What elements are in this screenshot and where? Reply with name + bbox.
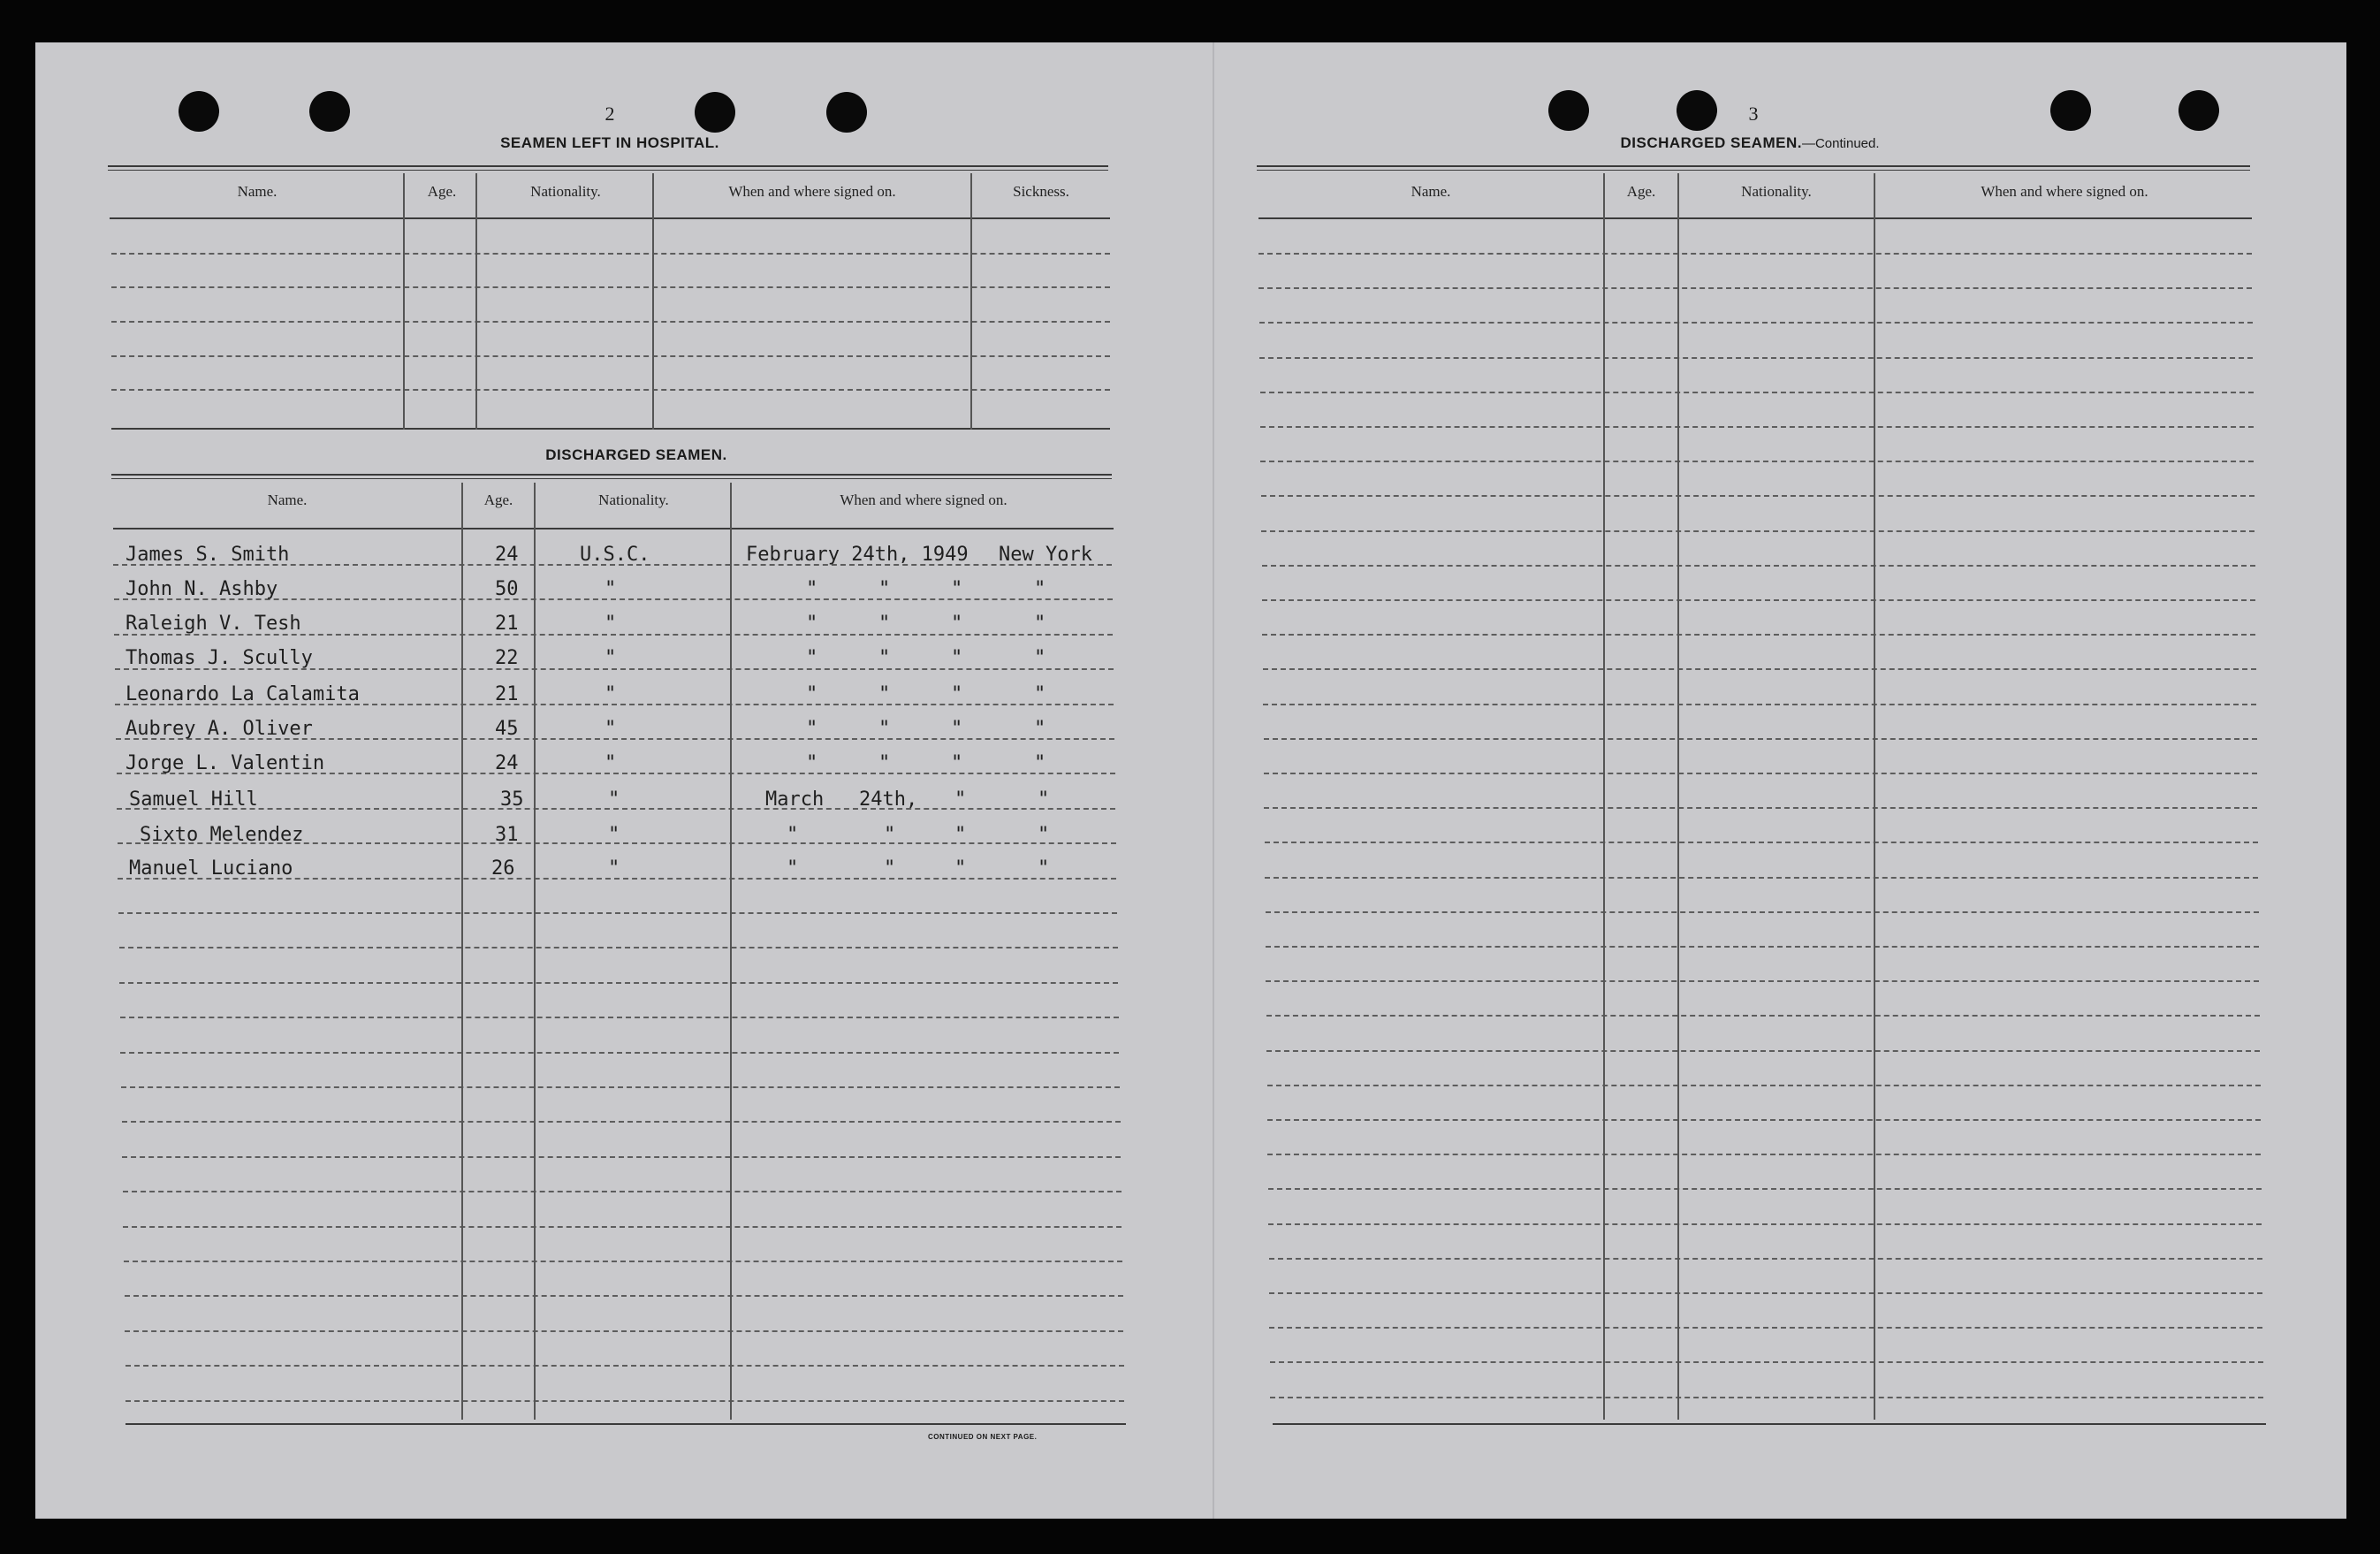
ditto-mark: " [1034,578,1046,600]
ruled-line [1260,392,2254,393]
ditto-mark: " [787,857,799,880]
seaman-name: Aubrey A. Oliver [125,718,313,740]
ruled-line [111,355,1110,357]
seaman-age: 31 [495,824,519,846]
ditto-mark: " [608,857,620,880]
signed-on-month: March [765,788,825,811]
ruled-line [1264,807,2257,809]
ruled-line [1259,322,2253,324]
ditto-mark: " [951,718,963,740]
column-divider [1874,173,1875,1420]
ditto-mark: " [605,647,617,669]
ruled-line [123,1226,1122,1228]
ruled-line [1266,1015,2260,1017]
ruled-line [1269,1292,2262,1294]
column-divider [461,483,463,1420]
seaman-age: 24 [495,544,519,566]
right-bottom-rule [1273,1423,2266,1425]
ditto-mark: " [605,683,617,705]
punch-hole [2050,90,2091,131]
punch-hole [695,92,735,133]
ditto-mark: " [605,752,617,774]
ditto-mark: " [787,824,799,846]
ruled-line [118,912,1117,914]
seaman-age: 22 [495,647,519,669]
ditto-mark: " [806,752,818,774]
ditto-mark: " [884,857,896,880]
seaman-name: James S. Smith [125,544,290,566]
punch-hole [2178,90,2219,131]
ruled-line [1269,1327,2262,1329]
right-col-age: Age. [1626,183,1656,200]
punch-hole [1548,90,1589,131]
ditto-mark: " [806,613,818,635]
ditto-mark: " [884,824,896,846]
ruled-line [1269,1258,2262,1260]
discharged-col-when-where: When and where signed on. [840,491,1008,508]
hospital-header-rule [110,217,1110,219]
ruled-line [1266,1050,2260,1052]
ditto-mark: " [954,857,967,880]
ruled-line [1267,1119,2261,1121]
ditto-mark: " [806,683,818,705]
ruled-line [1262,634,2255,636]
page-number: 3 [1748,103,1759,125]
ruled-line [1266,911,2259,913]
ruled-line [1264,738,2257,740]
punch-hole [826,92,867,133]
ruled-line [120,1052,1119,1054]
ruled-line [1263,668,2256,670]
seaman-age: 45 [495,718,519,740]
seaman-name: Leonardo La Calamita [125,683,360,705]
column-divider [534,483,536,1420]
ruled-line [122,1121,1121,1123]
column-divider [730,483,732,1420]
ruled-line [1264,773,2257,774]
ruled-line [124,1261,1122,1262]
punch-hole [179,91,219,132]
ditto-mark: " [608,824,620,846]
ditto-mark: " [605,578,617,600]
ditto-mark: " [951,752,963,774]
seaman-name: Manuel Luciano [129,857,293,880]
ditto-mark: " [951,613,963,635]
ruled-line [1265,842,2258,843]
hospital-col-age: Age. [427,183,457,200]
hospital-section-title: SEAMEN LEFT IN HOSPITAL. [500,134,719,151]
right-col-when-where: When and where signed on. [1981,183,2148,200]
seaman-age: 35 [500,788,524,811]
ruled-line [125,1400,1124,1402]
ruled-line [111,389,1110,391]
punch-hole [1677,90,1717,131]
ditto-mark: " [605,718,617,740]
ruled-line [1265,877,2258,879]
ruled-line [121,1086,1120,1088]
ruled-line [1260,461,2254,462]
right-section-title-text: DISCHARGED SEAMEN. [1620,134,1802,151]
ruled-line [1261,530,2255,532]
seaman-name: Jorge L. Valentin [125,752,325,774]
hospital-bottom-rule [111,428,1110,430]
page-number: 2 [605,103,615,125]
ruled-line [1260,426,2254,428]
signed-on-day: 24th, [859,788,918,811]
ditto-mark: " [954,824,967,846]
ditto-mark: " [1038,824,1050,846]
column-divider [1677,173,1679,1420]
ruled-line [122,1156,1121,1158]
ditto-mark: " [951,578,963,600]
ditto-mark: " [806,647,818,669]
right-section-title-suffix: —Continued. [1801,136,1880,151]
hospital-col-nationality: Nationality. [530,183,601,200]
ruled-line [1263,704,2256,705]
ditto-mark: " [806,578,818,600]
ditto-mark: " [878,613,891,635]
hospital-rule [108,165,1108,171]
ruled-line [1258,287,2252,289]
ruled-line [1270,1361,2263,1363]
seaman-nationality: U.S.C. [580,544,650,566]
right-section-title [1538,134,1962,152]
hospital-col-when-where: When and where signed on. [728,183,896,200]
ditto-mark: " [951,683,963,705]
ruled-line [1268,1223,2262,1225]
right-col-name: Name. [1411,183,1451,200]
column-divider [475,173,477,430]
signed-on-date: February 24th, 1949 [746,544,969,566]
ditto-mark: " [1038,857,1050,880]
seaman-age: 26 [491,857,515,880]
ditto-mark: " [1034,718,1046,740]
ruled-line [123,1191,1122,1192]
page-fold [1213,42,1214,1519]
seaman-name: John N. Ashby [125,578,278,600]
ditto-mark: " [951,647,963,669]
ruled-line [125,1365,1124,1367]
discharged-col-age: Age. [483,491,513,508]
ditto-mark: " [878,752,891,774]
seaman-age: 21 [495,683,519,705]
seaman-name: Samuel Hill [129,788,258,811]
seaman-name: Sixto Melendez [140,824,304,846]
ruled-line [111,253,1110,255]
ruled-line [120,1017,1119,1018]
ruled-line [1267,1154,2261,1155]
ditto-mark: " [878,718,891,740]
ruled-line [125,1295,1123,1297]
right-col-nationality: Nationality. [1741,183,1812,200]
ruled-line [1262,599,2255,601]
discharged-col-nationality: Nationality. [598,491,669,508]
ruled-line [1261,495,2255,497]
punch-hole [309,91,350,132]
column-divider [652,173,654,430]
ditto-mark: " [1034,613,1046,635]
document-sheet [35,42,2346,1519]
discharged-col-name: Name. [267,491,308,508]
ruled-line [119,947,1118,948]
continued-footer: CONTINUED ON NEXT PAGE. [928,1433,1038,1441]
ditto-mark: " [806,718,818,740]
right-top-rule [1257,165,2250,171]
discharged-header-rule [113,528,1114,529]
ditto-mark: " [878,683,891,705]
ditto-mark: " [608,788,620,811]
column-divider [403,173,405,430]
ruled-line [1266,980,2259,982]
ditto-mark: " [878,647,891,669]
ruled-line [1266,946,2259,948]
ruled-line [1267,1085,2261,1086]
hospital-col-name: Name. [237,183,278,200]
seaman-age: 50 [495,578,519,600]
ditto-mark: " [605,613,617,635]
ditto-mark: " [878,578,891,600]
column-divider [970,173,972,430]
signed-on-place: New York [999,544,1092,566]
ditto-mark: " [1034,647,1046,669]
seaman-name: Raleigh V. Tesh [125,613,301,635]
seaman-age: 24 [495,752,519,774]
ditto-mark: " [1038,788,1050,811]
discharged-rule [111,474,1112,479]
seaman-name: Thomas J. Scully [125,647,313,669]
discharged-bottom-rule [125,1423,1126,1425]
ruled-line [125,1330,1123,1332]
ruled-line [111,286,1110,288]
ruled-line [1259,357,2253,359]
ruled-line [1270,1397,2263,1398]
ruled-line [1258,253,2252,255]
ditto-mark: " [1034,752,1046,774]
ditto-mark: " [1034,683,1046,705]
ruled-line [1268,1188,2262,1190]
seaman-age: 21 [495,613,519,635]
discharged-section-title: DISCHARGED SEAMEN. [545,446,727,463]
ditto-mark: " [954,788,967,811]
ruled-line [1262,565,2255,567]
ruled-line [119,982,1118,984]
right-header-rule [1258,217,2252,219]
column-divider [1603,173,1605,1420]
ruled-line [111,321,1110,323]
hospital-col-sickness: Sickness. [1013,183,1069,200]
